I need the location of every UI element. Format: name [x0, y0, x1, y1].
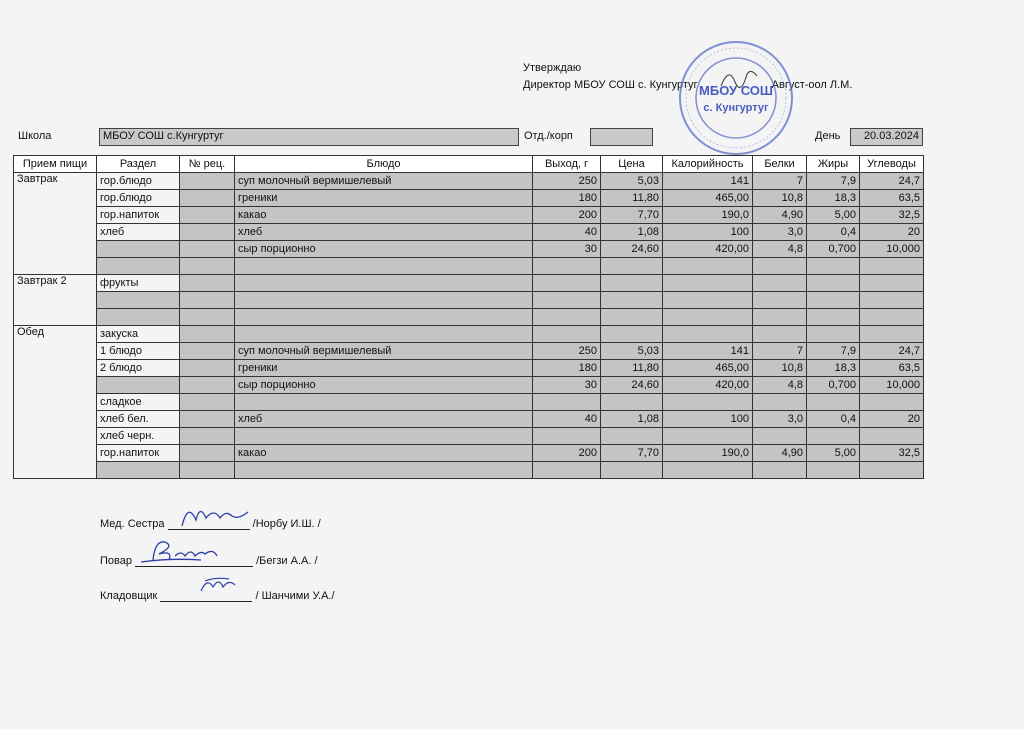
dish-cell: сыр порционно: [235, 241, 533, 258]
meal-name-cell: Обед: [14, 326, 97, 479]
col-header: Блюдо: [235, 156, 533, 173]
table-row: [14, 377, 924, 394]
dept-value: [590, 128, 653, 146]
value-cell: [807, 394, 860, 411]
value-cell: 100: [663, 411, 753, 428]
stamp-line-2: с. Кунгуртуг: [703, 102, 769, 114]
value-cell: 4,8: [753, 377, 807, 394]
value-cell: 10,000: [860, 377, 924, 394]
value-cell: 250: [533, 343, 601, 360]
table-row: [14, 173, 924, 190]
col-header: Выход, г: [533, 156, 601, 173]
recipe-cell: [180, 462, 235, 479]
signature-name: /Норбу И.Ш. /: [252, 518, 321, 530]
value-cell: [860, 309, 924, 326]
table-row: [14, 360, 924, 377]
value-cell: 190,0: [663, 207, 753, 224]
value-cell: 190,0: [663, 445, 753, 462]
value-cell: 18,3: [807, 360, 860, 377]
approval-director-name: Август-оол Л.М.: [771, 79, 853, 91]
value-cell: [533, 309, 601, 326]
value-cell: [663, 258, 753, 275]
value-cell: 180: [533, 360, 601, 377]
table-row: [14, 309, 924, 326]
section-cell: 2 блюдо: [97, 360, 180, 377]
value-cell: [753, 309, 807, 326]
value-cell: [533, 275, 601, 292]
table-row: [14, 343, 924, 360]
section-cell: сладкое: [97, 394, 180, 411]
dish-cell: сыр порционно: [235, 377, 533, 394]
recipe-cell: [180, 360, 235, 377]
menu-table: [13, 155, 924, 479]
value-cell: 7,9: [807, 173, 860, 190]
value-cell: 420,00: [663, 241, 753, 258]
value-cell: [753, 462, 807, 479]
value-cell: [753, 394, 807, 411]
value-cell: [663, 428, 753, 445]
recipe-cell: [180, 343, 235, 360]
value-cell: [663, 462, 753, 479]
value-cell: 1,08: [601, 224, 663, 241]
recipe-cell: [180, 190, 235, 207]
value-cell: 4,90: [753, 207, 807, 224]
recipe-cell: [180, 445, 235, 462]
value-cell: 0,4: [807, 224, 860, 241]
value-cell: 141: [663, 343, 753, 360]
dish-cell: какао: [235, 207, 533, 224]
section-cell: хлеб: [97, 224, 180, 241]
value-cell: 10,000: [860, 241, 924, 258]
section-cell: [97, 309, 180, 326]
value-cell: [533, 292, 601, 309]
recipe-cell: [180, 241, 235, 258]
section-cell: [97, 292, 180, 309]
signature-name: / Шанчими У.А./: [255, 590, 335, 602]
value-cell: 3,0: [753, 224, 807, 241]
meal-name-cell: Завтрак 2: [14, 275, 97, 326]
table-row: [14, 207, 924, 224]
value-cell: 40: [533, 224, 601, 241]
value-cell: 5,03: [601, 343, 663, 360]
value-cell: [753, 258, 807, 275]
section-cell: хлеб бел.: [97, 411, 180, 428]
value-cell: [601, 292, 663, 309]
value-cell: [860, 292, 924, 309]
value-cell: 24,60: [601, 377, 663, 394]
value-cell: [533, 394, 601, 411]
value-cell: [807, 428, 860, 445]
value-cell: [807, 275, 860, 292]
value-cell: [601, 394, 663, 411]
col-header: Цена: [601, 156, 663, 173]
dish-cell: [235, 394, 533, 411]
value-cell: 18,3: [807, 190, 860, 207]
section-cell: гор.блюдо: [97, 173, 180, 190]
table-row: [14, 292, 924, 309]
recipe-cell: [180, 207, 235, 224]
dish-cell: греники: [235, 190, 533, 207]
recipe-cell: [180, 224, 235, 241]
signature-line: [135, 554, 253, 567]
approval-title: Утверждаю: [523, 62, 582, 74]
table-row: [14, 394, 924, 411]
meal-name-cell: Завтрак: [14, 173, 97, 275]
value-cell: [601, 275, 663, 292]
day-value: 20.03.2024: [850, 128, 923, 146]
table-row: [14, 445, 924, 462]
recipe-cell: [180, 411, 235, 428]
value-cell: 20: [860, 224, 924, 241]
dish-cell: какао: [235, 445, 533, 462]
dish-cell: [235, 258, 533, 275]
value-cell: 32,5: [860, 445, 924, 462]
table-header-row: [14, 156, 924, 173]
value-cell: 250: [533, 173, 601, 190]
table-row: [14, 275, 924, 292]
section-cell: хлеб черн.: [97, 428, 180, 445]
signature-name: /Бегзи А.А. /: [256, 555, 318, 567]
table-row: [14, 428, 924, 445]
value-cell: 20: [860, 411, 924, 428]
value-cell: [807, 309, 860, 326]
value-cell: [753, 275, 807, 292]
value-cell: [807, 462, 860, 479]
value-cell: [807, 292, 860, 309]
value-cell: 7,9: [807, 343, 860, 360]
value-cell: 7,70: [601, 445, 663, 462]
value-cell: 0,700: [807, 241, 860, 258]
value-cell: 7: [753, 343, 807, 360]
signature-row-cook: [100, 554, 318, 567]
recipe-cell: [180, 394, 235, 411]
dish-cell: [235, 462, 533, 479]
value-cell: [860, 258, 924, 275]
signature-role: Мед. Сестра: [100, 518, 165, 530]
value-cell: 4,90: [753, 445, 807, 462]
value-cell: 10,8: [753, 190, 807, 207]
school-value: МБОУ СОШ с.Кунгуртуг: [99, 128, 519, 146]
value-cell: 40: [533, 411, 601, 428]
col-header: Углеводы: [860, 156, 924, 173]
value-cell: 4,8: [753, 241, 807, 258]
value-cell: 5,03: [601, 173, 663, 190]
day-label: День: [815, 130, 841, 142]
table-row: [14, 462, 924, 479]
stamp-line-1: МБОУ СОШ: [699, 83, 773, 98]
value-cell: [860, 326, 924, 343]
value-cell: [601, 428, 663, 445]
col-header: Белки: [753, 156, 807, 173]
value-cell: [601, 326, 663, 343]
col-header: Калорийность: [663, 156, 753, 173]
value-cell: [753, 428, 807, 445]
value-cell: 0,700: [807, 377, 860, 394]
col-header: Раздел: [97, 156, 180, 173]
value-cell: 100: [663, 224, 753, 241]
value-cell: 30: [533, 377, 601, 394]
value-cell: 11,80: [601, 190, 663, 207]
section-cell: фрукты: [97, 275, 180, 292]
section-cell: [97, 462, 180, 479]
value-cell: 1,08: [601, 411, 663, 428]
value-cell: [860, 428, 924, 445]
signature-row-storekeeper: [100, 589, 335, 602]
value-cell: 465,00: [663, 360, 753, 377]
section-cell: [97, 377, 180, 394]
value-cell: [533, 428, 601, 445]
dish-cell: [235, 326, 533, 343]
value-cell: 63,5: [860, 360, 924, 377]
col-header: Жиры: [807, 156, 860, 173]
value-cell: [860, 275, 924, 292]
signature-role: Повар: [100, 555, 132, 567]
section-cell: закуска: [97, 326, 180, 343]
section-cell: гор.блюдо: [97, 190, 180, 207]
value-cell: 32,5: [860, 207, 924, 224]
dish-cell: греники: [235, 360, 533, 377]
table-row: [14, 241, 924, 258]
table-row: [14, 411, 924, 428]
value-cell: 3,0: [753, 411, 807, 428]
official-stamp: [676, 38, 796, 158]
value-cell: 420,00: [663, 377, 753, 394]
table-row: [14, 326, 924, 343]
recipe-cell: [180, 326, 235, 343]
dish-cell: хлеб: [235, 411, 533, 428]
table-row: [14, 258, 924, 275]
dish-cell: [235, 275, 533, 292]
value-cell: 7,70: [601, 207, 663, 224]
dish-cell: суп молочный вермишелевый: [235, 173, 533, 190]
section-cell: [97, 258, 180, 275]
value-cell: [663, 275, 753, 292]
table-row: [14, 224, 924, 241]
value-cell: 200: [533, 445, 601, 462]
recipe-cell: [180, 173, 235, 190]
dish-cell: суп молочный вермишелевый: [235, 343, 533, 360]
recipe-cell: [180, 275, 235, 292]
value-cell: [533, 258, 601, 275]
value-cell: 63,5: [860, 190, 924, 207]
value-cell: [663, 292, 753, 309]
approval-director-position: Директор МБОУ СОШ с. Кунгуртуг: [523, 79, 698, 91]
value-cell: 24,60: [601, 241, 663, 258]
dish-cell: [235, 428, 533, 445]
value-cell: 141: [663, 173, 753, 190]
recipe-cell: [180, 428, 235, 445]
school-label: Школа: [18, 130, 52, 142]
value-cell: [753, 292, 807, 309]
col-header: Прием пищи: [14, 156, 97, 173]
signature-line: [160, 589, 252, 602]
value-cell: [663, 309, 753, 326]
value-cell: 11,80: [601, 360, 663, 377]
value-cell: 5,00: [807, 445, 860, 462]
recipe-cell: [180, 377, 235, 394]
value-cell: [860, 462, 924, 479]
value-cell: [533, 326, 601, 343]
value-cell: [860, 394, 924, 411]
value-cell: 180: [533, 190, 601, 207]
value-cell: 30: [533, 241, 601, 258]
value-cell: 24,7: [860, 343, 924, 360]
signature-role: Кладовщик: [100, 590, 158, 602]
dish-cell: [235, 309, 533, 326]
value-cell: [601, 258, 663, 275]
value-cell: 200: [533, 207, 601, 224]
section-cell: [97, 241, 180, 258]
signature-line: [168, 517, 250, 530]
value-cell: 0,4: [807, 411, 860, 428]
signature-row-nurse: [100, 517, 321, 530]
value-cell: 7: [753, 173, 807, 190]
value-cell: [601, 462, 663, 479]
col-header: № рец.: [180, 156, 235, 173]
value-cell: [807, 258, 860, 275]
dept-label: Отд./корп: [524, 130, 573, 142]
table-row: [14, 190, 924, 207]
recipe-cell: [180, 258, 235, 275]
section-cell: 1 блюдо: [97, 343, 180, 360]
value-cell: 24,7: [860, 173, 924, 190]
value-cell: [663, 394, 753, 411]
section-cell: гор.напиток: [97, 445, 180, 462]
value-cell: [663, 326, 753, 343]
value-cell: [533, 462, 601, 479]
dish-cell: [235, 292, 533, 309]
value-cell: 465,00: [663, 190, 753, 207]
menu-table-body: [14, 173, 924, 479]
dish-cell: хлеб: [235, 224, 533, 241]
value-cell: [807, 326, 860, 343]
recipe-cell: [180, 292, 235, 309]
recipe-cell: [180, 309, 235, 326]
value-cell: [601, 309, 663, 326]
value-cell: [753, 326, 807, 343]
value-cell: 10,8: [753, 360, 807, 377]
section-cell: гор.напиток: [97, 207, 180, 224]
value-cell: 5,00: [807, 207, 860, 224]
